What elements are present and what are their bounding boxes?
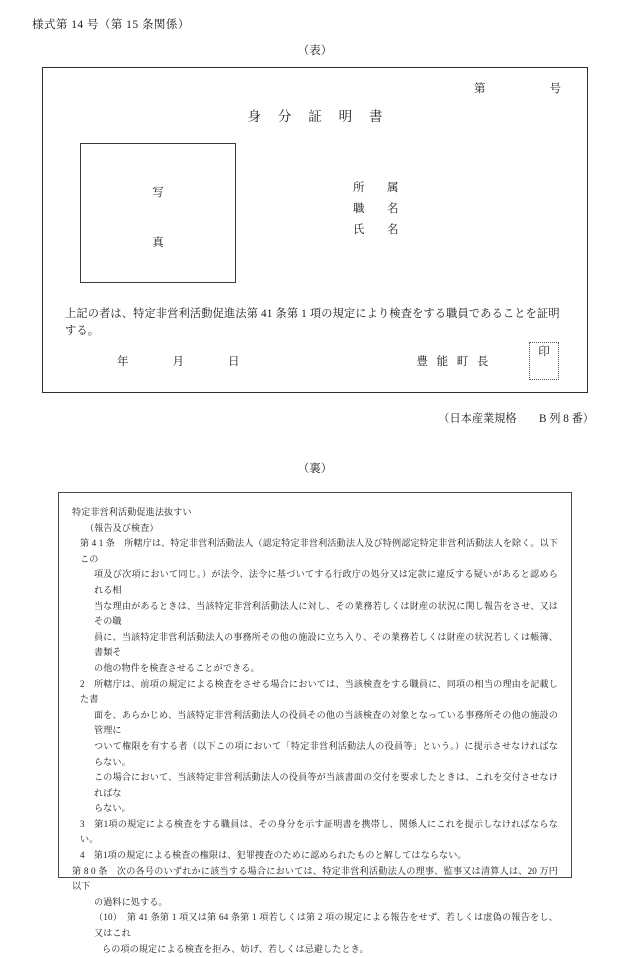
serial-number-field [474, 80, 561, 96]
article-80-line-2: の過料に処する。 [94, 896, 168, 907]
front-certificate-card [42, 67, 588, 393]
front-side-label: （表） [297, 45, 333, 57]
seal-stamp-box: 印 [529, 342, 559, 380]
back-side-label: （裏） [297, 463, 333, 475]
back-law-excerpt-card [58, 492, 572, 954]
article-41-para-2-line-1: 2 所轄庁は、前項の規定による検査をさせる場合においては、当該検査をする職員に、同項の相当の理由を記載した書 [80, 678, 558, 705]
law-excerpt-body [72, 505, 558, 957]
serial-number-suffix: 号 [549, 83, 561, 95]
photo-label-char-1: 写 [152, 187, 164, 199]
holder-information-fields [353, 178, 399, 241]
article-80-item-10-line-1: （10） 第 41 条第 1 項又は第 64 条第 1 項若しくは第 2 項の規定による報告をせず、若しくは虚偽の報告をし、又はこれ [94, 912, 558, 939]
photo-label-char-2: 真 [152, 237, 164, 249]
article-80-line-1: 第 8 0 条 次の各号のいずれかに該当する場合においては、特定非営利活動法人の理事、監事又は清算人は、20 万円以下 [72, 865, 558, 892]
article-41-line-3: 当な理由があるときは、当該特定非営利活動法人に対し、その業務若しくは財産の状況に関し報告をさせ、又はその職 [94, 600, 558, 627]
paper-standard-note: （日本産業規格 B 列 8 番） [438, 413, 594, 425]
article-41-para-2-line-3: ついて権限を有する者（以下この項において「特定非営利活動法人の役員等」という。）に提示させなければならない。 [94, 740, 558, 767]
article-80-item-10-line-2: らの項の規定による検査を拒み、妨げ、若しくは忌避したとき。 [102, 943, 369, 954]
certificate-title: 身分証明書 [247, 109, 400, 124]
article-41-para-2-line-2: 面を、あらかじめ、当該特定非営利活動法人の役員その他の当該検査の対象となっている事務所その他の施設の管理に [94, 709, 558, 736]
law-excerpt-title: 特定非営利活動促進法抜すい [72, 507, 192, 517]
date-day-label: 日 [228, 356, 240, 368]
article-41-para-3: 3 第1項の規定による検査をする職員は、その身分を示す証明書を携帯し、関係人にこれを提示しなければならない。 [80, 818, 558, 845]
field-job-title: 職 名 [353, 203, 399, 215]
certification-statement: 上記の者は、特定非営利活動促進法第 41 条第 1 項の規定により検査をする職員であることを証明する。 [65, 308, 560, 337]
date-month-label: 月 [172, 356, 184, 368]
article-41-para-2-line-5: らない。 [94, 803, 131, 814]
date-year-label: 年 [117, 356, 129, 368]
serial-number-prefix: 第 [474, 83, 486, 95]
article-41-line-4: 員に、当該特定非営利活動法人の事務所その他の施設に立ち入り、その業務若しくは財産の状況若しくは帳簿、書類そ [94, 631, 558, 658]
photo-placeholder-frame [80, 143, 236, 283]
law-section-heading: （報告及び検査） [85, 522, 159, 533]
field-affiliation: 所 属 [353, 182, 399, 194]
issue-date-blanks [117, 353, 240, 369]
article-41-line-1: 第 4 1 条 所轄庁は、特定非営利活動法人（認定特定非営利活動法人及び特例認定特定非営利活動法人を除く。以下この [80, 538, 558, 564]
article-41-para-2-line-4: この場合において、当該特定非営利活動法人の役員等が当該書面の交付を要求したときは、これを交付させなければな [94, 772, 558, 798]
field-full-name: 氏 名 [353, 224, 399, 236]
article-41-line-2: 項及び次項において同じ。）が法令、法令に基づいてする行政庁の処分又は定款に違反する疑いがあると認められる相 [94, 569, 558, 595]
issuer-name: 豊能町長 [416, 356, 497, 368]
form-number-label: 様式第 14 号（第 15 条関係） [32, 19, 190, 31]
article-41-line-5: の他の物件を検査させることができる。 [94, 662, 260, 673]
article-41-para-4: 4 第1項の規定による検査の権限は、犯罪捜査のために認められたものと解してはならない。 [80, 850, 467, 861]
